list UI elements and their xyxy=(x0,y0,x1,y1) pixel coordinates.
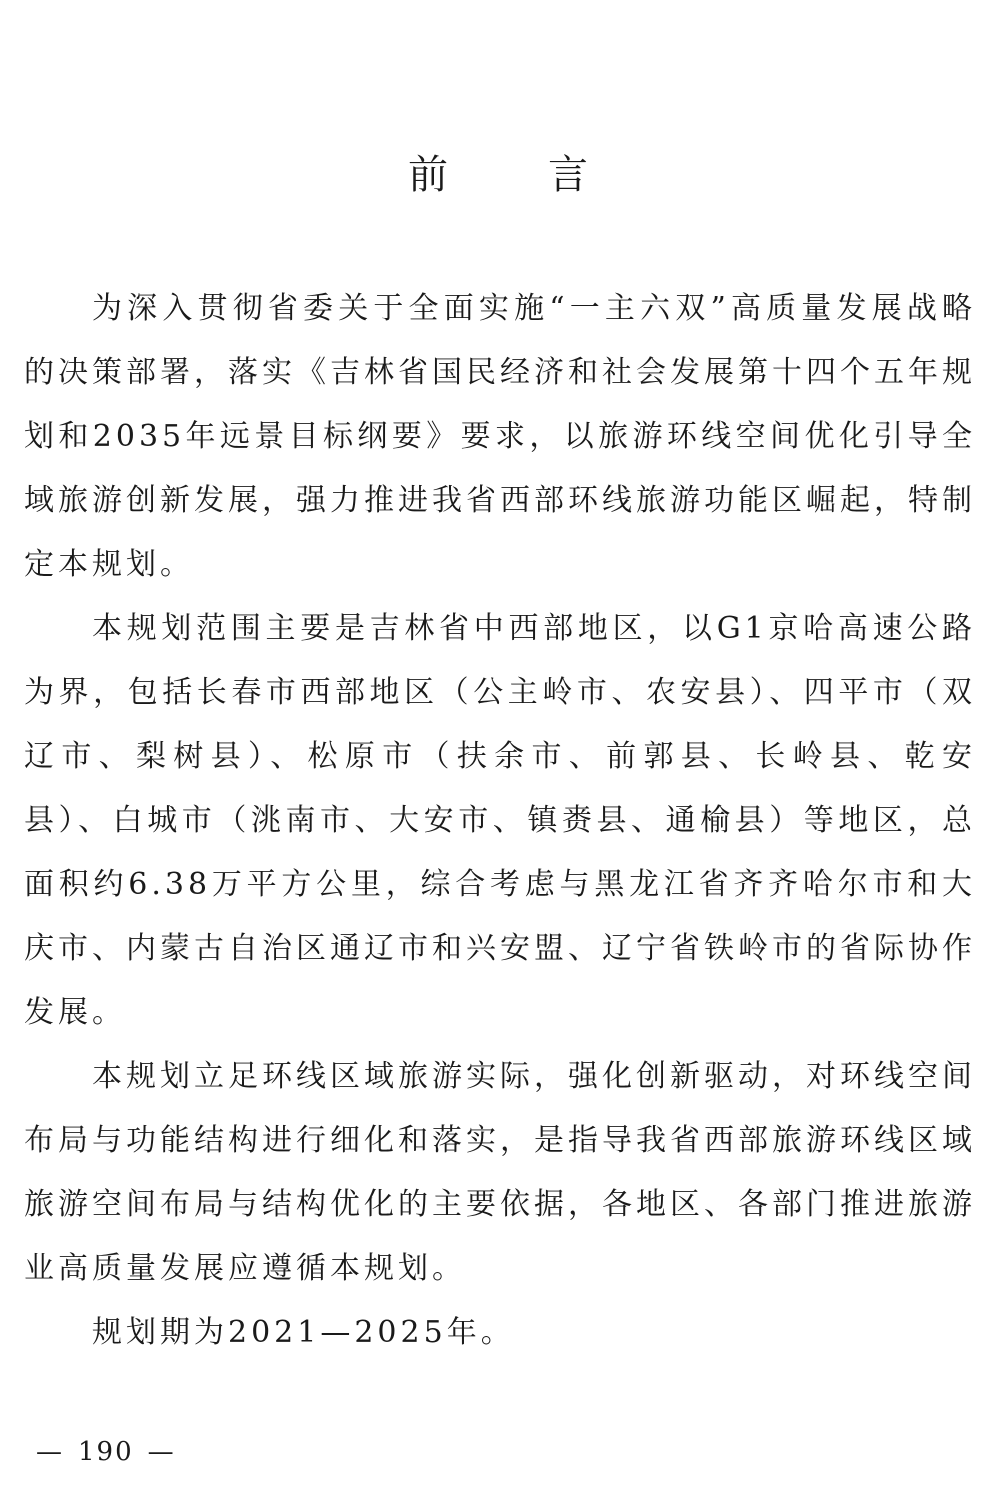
paragraph-purpose: 为深入贯彻省委关于全面实施“一主六双”高质量发展战略的决策部署，落实《吉林省国民经济和社会发展第十四个五年规划和2035年远景目标纲要》要求，以旅游环线空间优化引导全域旅游创新发展，强力推进我省西部环线旅游功能区崛起，特制定本规划。 xyxy=(24,291,976,582)
page-title xyxy=(0,140,1000,210)
footer-dash-left: — xyxy=(36,1437,64,1467)
paragraph-period: 规划期为2021—2025年。 xyxy=(92,1315,515,1350)
page-number: 190 xyxy=(78,1437,134,1467)
page-footer xyxy=(36,1432,176,1472)
paragraph-scope: 本规划范围主要是吉林省中西部地区，以G1京哈高速公路为界，包括长春市西部地区（公主岭市、农安县）、四平市（双辽市、梨树县）、松原市（扶余市、前郭县、长岭县、乾安县）、白城市（洮南市、大安市、镇赉县、通榆县）等地区，总面积约6.38万平方公里，综合考虑与黑龙江省齐齐哈尔市和大庆市、内蒙古自治区通辽市和兴安盟、辽宁省铁岭市的省际协作发展。 xyxy=(24,611,976,1030)
title-char-2: 言 xyxy=(548,152,588,198)
title-char-1: 前 xyxy=(408,152,448,198)
body-text xyxy=(24,277,976,1365)
paragraph-basis: 本规划立足环线区域旅游实际，强化创新驱动，对环线空间布局与功能结构进行细化和落实，是指导我省西部旅游环线区域旅游空间布局与结构优化的主要依据，各地区、各部门推进旅游业高质量发展应遵循本规划。 xyxy=(24,1059,976,1286)
footer-dash-right: — xyxy=(147,1437,176,1467)
